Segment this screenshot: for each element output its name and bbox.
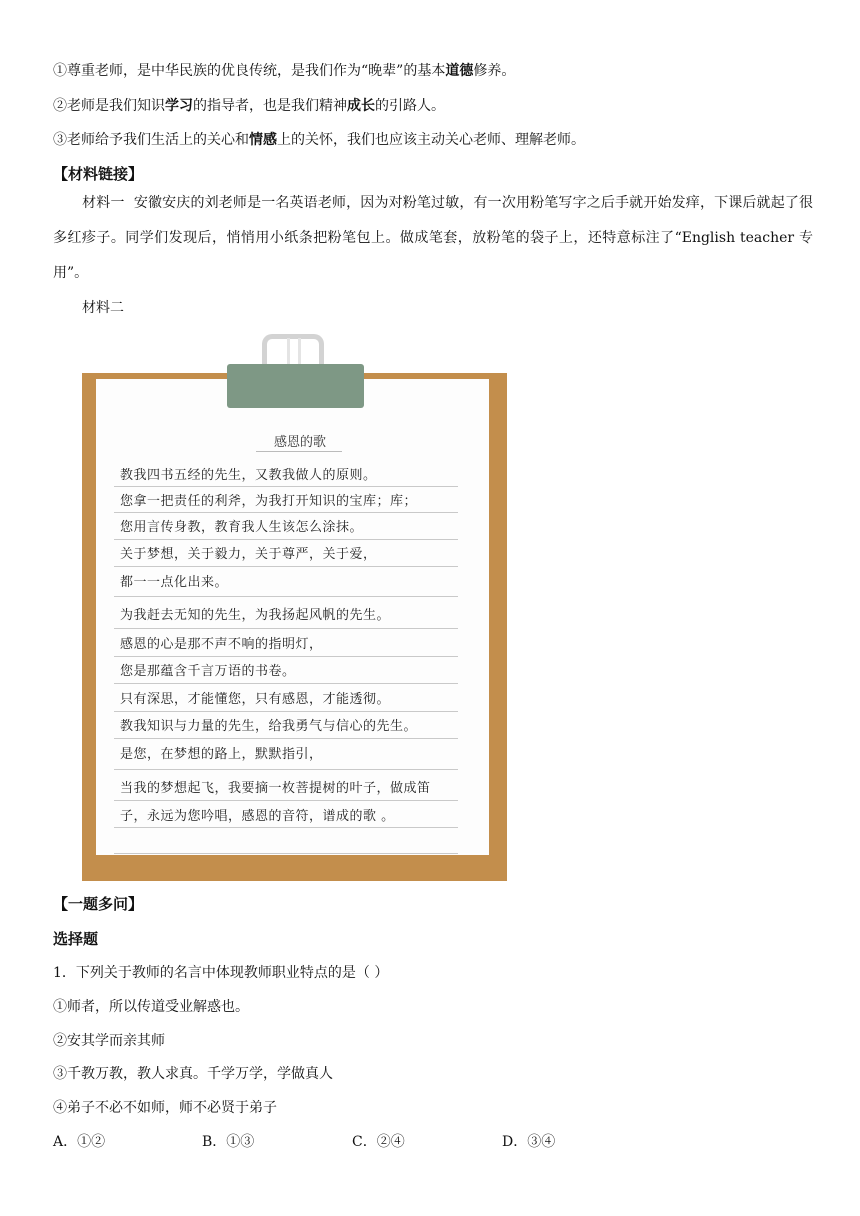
poem-title-rule (256, 451, 342, 452)
question-item-2: ②安其学而亲其师 (53, 1033, 165, 1049)
poem-rule (114, 539, 458, 540)
poem-rule (114, 683, 458, 684)
poem-line: 教我知识与力量的先生，给我勇气与信心的先生。 (120, 719, 418, 734)
choice-heading: 选择题 (53, 930, 99, 948)
material-1-paragraph (53, 186, 813, 291)
option-b[interactable]: B．①③ (202, 1134, 255, 1150)
poem-rule (114, 769, 458, 770)
material-2-label: 材料二 (82, 300, 124, 316)
option-d[interactable]: D．③④ (502, 1134, 556, 1150)
clip-plate (227, 364, 364, 408)
point-3: ③老师给予我们生活上的关心和情感上的关怀，我们也应该主动关心老师、理解老师。 (53, 132, 585, 148)
poem-line: 都一一点化出来。 (120, 575, 229, 590)
poem-rule (114, 512, 458, 513)
poem-line: 是您，在梦想的路上，默默指引， (120, 747, 323, 762)
material-heading: 【材料链接】 (53, 165, 144, 183)
material-1-text: 安徽安庆的刘老师是一名英语老师，因为对粉笔过敏，有一次用粉笔写字之后手就开始发痒，下课后就起了很多红疹子。同学们发现后，悄悄用小纸条把粉笔包上。做成笔套，放粉笔的袋子上，还特意标注了“English teacher 专用”。 (53, 195, 814, 281)
poem-rule (114, 800, 458, 801)
point-2: ②老师是我们知识学习的指导者，也是我们精神成长的引路人。 (53, 98, 445, 114)
poem-rule (114, 656, 458, 657)
question-item-3: ③千教万教，教人求真。千学万学，学做真人 (53, 1066, 333, 1082)
poem-rule (114, 628, 458, 629)
section-heading: 【一题多问】 (53, 895, 144, 913)
poem-title: 感恩的歌 (273, 435, 326, 450)
poem-line: 当我的梦想起飞，我要摘一枚菩提树的叶子，做成笛 (120, 781, 431, 796)
poem-line: 您用言传身教，教育我人生该怎么涂抹。 (120, 520, 364, 535)
poem-rule (114, 738, 458, 739)
poem-rule (114, 853, 458, 854)
poem-line: 教我四书五经的先生，又教我做人的原则。 (120, 468, 377, 483)
material-1-label: 材料一 (82, 195, 125, 211)
poem-rule (114, 596, 458, 597)
poem-line: 感恩的心是那不声不响的指明灯， (120, 637, 323, 652)
point-1: ①尊重老师，是中华民族的优良传统，是我们作为“晚辈”的基本道德修养。 (53, 63, 516, 79)
question-item-1: ①师者，所以传道受业解惑也。 (53, 999, 249, 1015)
poem-line: 关于梦想，关于毅力，关于尊严，关于爱， (120, 547, 377, 562)
question-item-4: ④弟子不必不如师，师不必贤于弟子 (53, 1100, 277, 1116)
poem-rule (114, 566, 458, 567)
poem-line: 您是那蕴含千言万语的书卷。 (120, 664, 296, 679)
poem-rule (114, 486, 458, 487)
option-a[interactable]: A．①② (53, 1134, 106, 1150)
poem-line: 您拿一把责任的利斧，为我打开知识的宝库；库； (120, 494, 418, 509)
question-stem: 1．下列关于教师的名言中体现教师职业特点的是（ ） (53, 965, 389, 981)
option-c[interactable]: C．②④ (352, 1134, 405, 1150)
poem-line: 子，永远为您吟唱，感恩的音符，谱成的歌 。 (120, 809, 395, 824)
poem-rule (114, 827, 458, 828)
poem-line: 只有深思，才能懂您，只有感恩，才能透彻。 (120, 692, 391, 707)
poem-line: 为我赶去无知的先生，为我扬起风帆的先生。 (120, 608, 391, 623)
poem-rule (114, 711, 458, 712)
